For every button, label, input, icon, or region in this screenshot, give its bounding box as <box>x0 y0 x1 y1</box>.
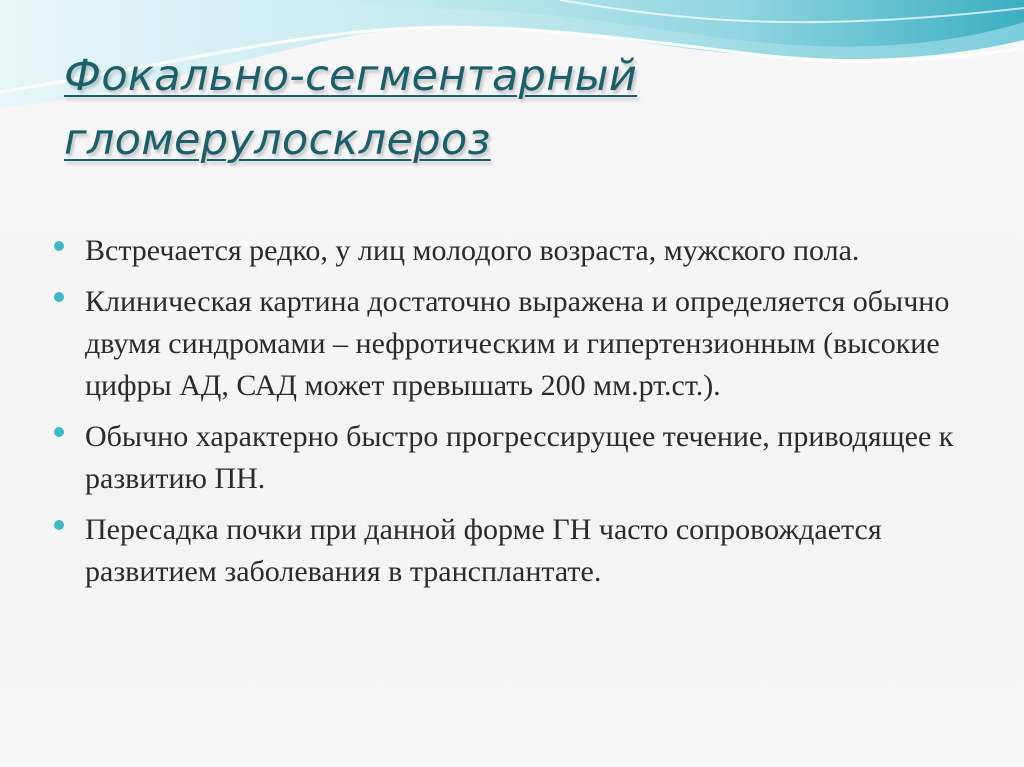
bullet-text: Клиническая картина достаточно выражена и определяется обычно двумя синдромами – нефротическим и гипертензионным (высокие цифры АД, САД может превышать 200 мм.рт.ст.). <box>85 285 950 402</box>
bullet-marker-icon <box>54 520 64 530</box>
bullet-marker-icon <box>54 292 64 302</box>
bullet-text: Обычно характерно быстро прогрессирущее течение, приводящее к развитию ПН. <box>85 420 954 495</box>
title-line-1: Фокально-сегментарный <box>64 51 638 101</box>
title-line-2: гломерулосклероз <box>64 115 491 165</box>
bullet-marker-icon <box>54 241 64 251</box>
bullet-text: Встречается редко, у лиц молодого возраста, мужского пола. <box>85 234 860 267</box>
bullet-marker-icon <box>54 427 64 437</box>
bullet-item <box>0 281 1024 407</box>
bullet-item <box>0 416 1024 500</box>
bullet-item <box>0 230 1024 272</box>
bullet-item <box>0 509 1024 593</box>
bullet-list <box>0 230 1024 602</box>
slide-title <box>64 44 784 172</box>
bullet-text: Пересадка почки при данной форме ГН часто сопровождается развитием заболевания в трансплантате. <box>85 513 882 588</box>
